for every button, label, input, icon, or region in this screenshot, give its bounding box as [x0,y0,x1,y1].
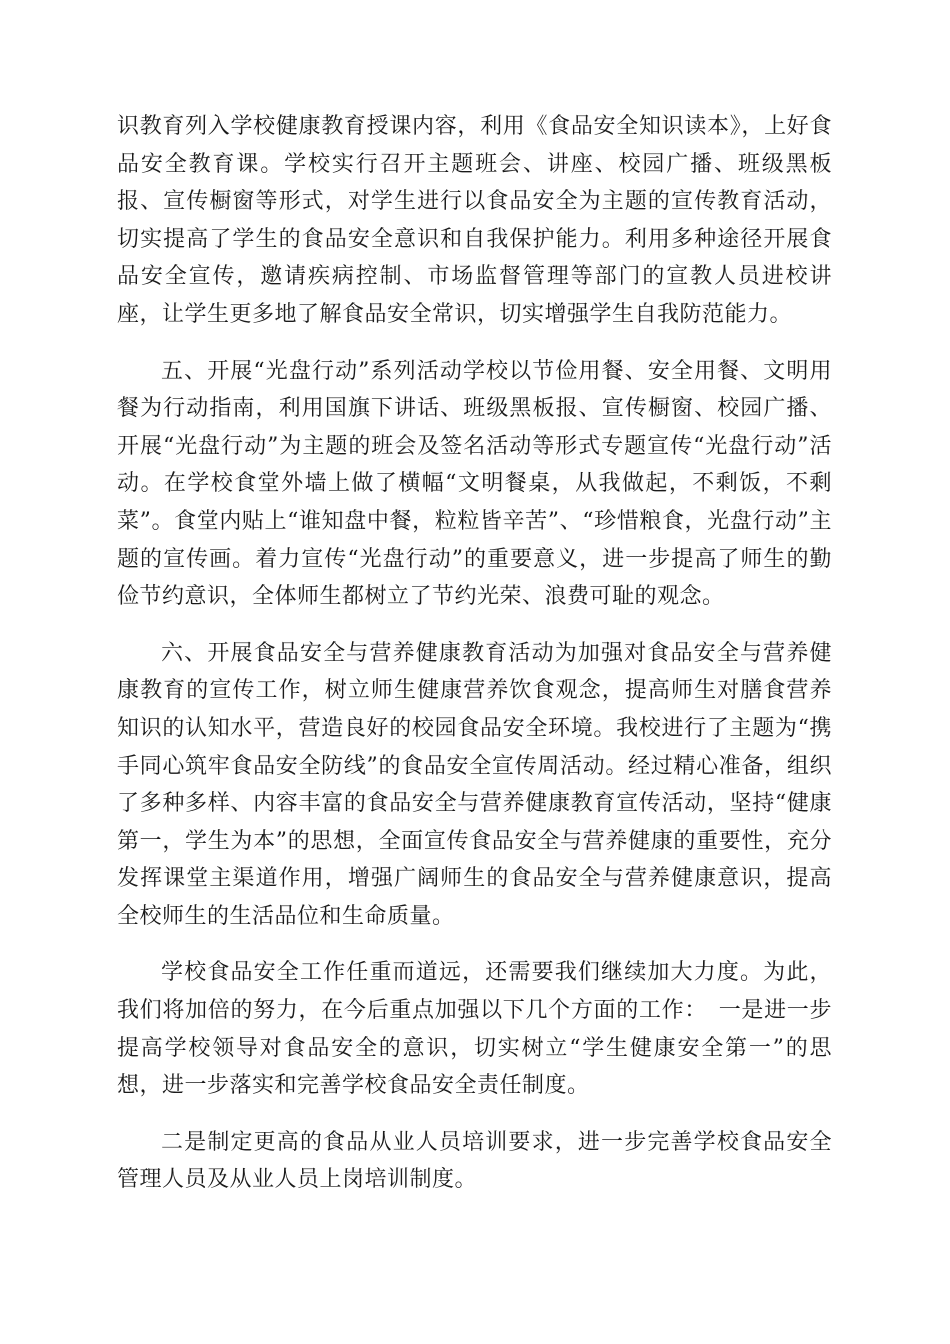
paragraph-food-safety-education: 识教育列入学校健康教育授课内容，利用《食品安全知识读本》，上好食品安全教育课。学校实行召开主题班会、讲座、校园广播、班级黑板报、宣传橱窗等形式，对学生进行以食品安全为主题的宣传教育活动，切实提高了学生的食品安全意识和自我保护能力。利用多种途径开展食品安全宣传，邀请疾病控制、市场监督管理等部门的宣教人员进校讲座，让学生更多地了解食品安全常识，切实增强学生自我防范能力。 [117,114,832,327]
paragraph-gap [117,334,832,353]
paragraph-nutrition-health-education: 六、开展食品安全与营养健康教育活动为加强对食品安全与营养健康教育的宣传工作，树立师生健康营养饮食观念，提高师生对膳食营养知识的认知水平，营造良好的校园食品安全环境。我校进行了主题为“携手同心筑牢食品安全防线”的食品安全宣传周活动。经过精心准备，组织了多种多样、内容丰富的食品安全与营养健康教育宣传活动，坚持“健康第一，学生为本”的思想，全面宣传食品安全与营养健康的重要性，充分发挥课堂主渠道作用，增强广阔师生的食品安全与营养健康意识，提高全校师生的生活品位和生命质量。 [117,640,832,929]
paragraph-future-work-one: 学校食品安全工作任重而道远，还需要我们继续加大力度。为此，我们将加倍的努力，在今后重点加强以下几个方面的工作： 一是进一步提高学校领导对食品安全的意识，切实树立“学生健康安全第一”的思想，进一步落实和完善学校食品安全责任制度。 [117,960,832,1099]
paragraph-clean-plate-campaign: 五、开展“光盘行动”系列活动学校以节俭用餐、安全用餐、文明用餐为行动指南，利用国旗下讲话、班级黑板报、宣传橱窗、校园广播、开展“光盘行动”为主题的班会及签名活动等形式专题宣传“光盘行动”活动。在学校食堂外墙上做了横幅“文明餐桌，从我做起，不剩饭，不剩菜”。食堂内贴上“谁知盘中餐，粒粒皆辛苦”、“珍惜粮食，光盘行动”主题的宣传画。着力宣传“光盘行动”的重要意义，进一步提高了师生的勤俭节约意识，全体师生都树立了节约光荣、浪费可耻的观念。 [117,358,832,610]
paragraph-gap [117,935,832,954]
document-body [117,108,832,1199]
paragraph-gap [117,616,832,635]
paragraph-future-work-two: 二是制定更高的食品从业人员培训要求，进一步完善学校食品安全管理人员及从业人员上岗培训制度。 [117,1129,832,1193]
paragraph-gap [117,1105,832,1124]
